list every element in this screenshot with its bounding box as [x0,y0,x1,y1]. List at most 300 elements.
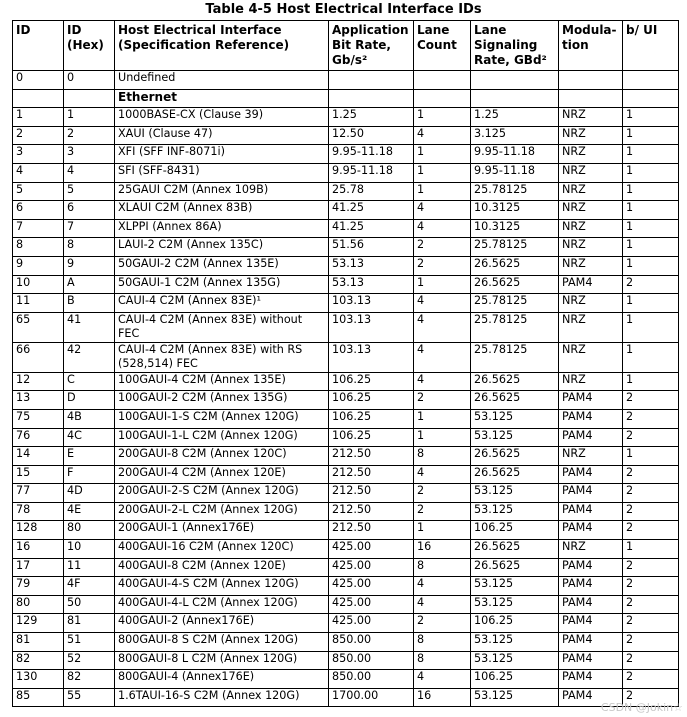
cell-b-ui: 2 [623,275,679,294]
cell-id: 4 [13,163,64,182]
cell-modulation: PAM4 [559,651,623,670]
cell-modulation: PAM4 [559,595,623,614]
cell-lane-count: 2 [414,484,471,503]
cell-interface: XAUI (Clause 47) [115,126,329,145]
cell-signaling-rate: 25.78125 [471,238,559,257]
cell-bit-rate: 106.25 [329,428,414,447]
cell-signaling-rate [471,71,559,90]
header-row [13,21,679,71]
cell-b-ui: 1 [623,447,679,466]
table-row [13,409,679,428]
cell-lane-count: 1 [414,108,471,127]
cell-bit-rate: 51.56 [329,238,414,257]
cell-lane-count: 1 [414,163,471,182]
cell-id: 14 [13,447,64,466]
cell-bit-rate: 41.25 [329,219,414,238]
cell-lane-count: 1 [414,145,471,164]
table-row [13,521,679,540]
cell-id: 75 [13,409,64,428]
table-row [13,294,679,313]
cell-b-ui [623,89,679,108]
cell-modulation [559,71,623,90]
cell-id-hex: 0 [64,71,115,90]
cell-id: 85 [13,688,64,707]
header-signaling-rate: Lane Signaling Rate, GBd² [471,21,559,71]
table-row [13,201,679,220]
cell-b-ui: 1 [623,163,679,182]
cell-signaling-rate: 53.125 [471,633,559,652]
table-row [13,108,679,127]
table-row [13,256,679,275]
cell-id-hex: 3 [64,145,115,164]
cell-id: 7 [13,219,64,238]
cell-bit-rate: 212.50 [329,447,414,466]
table-row [13,312,679,342]
cell-id: 8 [13,238,64,257]
cell-bit-rate: 425.00 [329,558,414,577]
cell-id-hex: B [64,294,115,313]
cell-id: 9 [13,256,64,275]
cell-id-hex: 82 [64,670,115,689]
cell-modulation: PAM4 [559,633,623,652]
cell-interface: 400GAUI-8 C2M (Annex 120E) [115,558,329,577]
cell-b-ui: 1 [623,108,679,127]
cell-modulation: PAM4 [559,614,623,633]
cell-b-ui: 2 [623,521,679,540]
cell-lane-count: 2 [414,256,471,275]
table-row [13,163,679,182]
cell-signaling-rate: 53.125 [471,577,559,596]
cell-b-ui: 2 [623,502,679,521]
cell-interface: CAUI-4 C2M (Annex 83E) with RS (528,514) FEC [115,342,329,372]
cell-bit-rate: 212.50 [329,465,414,484]
cell-lane-count: 4 [414,342,471,372]
cell-interface: Undefined [115,71,329,90]
cell-modulation: NRZ [559,182,623,201]
cell-bit-rate: 53.13 [329,275,414,294]
cell-modulation: PAM4 [559,484,623,503]
cell-bit-rate: 106.25 [329,409,414,428]
cell-modulation: PAM4 [559,391,623,410]
cell-b-ui [623,71,679,90]
cell-interface: 400GAUI-2 (Annex176E) [115,614,329,633]
cell-bit-rate: 103.13 [329,342,414,372]
cell-bit-rate: 850.00 [329,651,414,670]
cell-modulation: PAM4 [559,521,623,540]
header-modulation: Modula-tion [559,21,623,71]
cell-id: 3 [13,145,64,164]
cell-modulation: NRZ [559,447,623,466]
cell-modulation: PAM4 [559,577,623,596]
cell-modulation: PAM4 [559,409,623,428]
cell-bit-rate: 212.50 [329,502,414,521]
cell-signaling-rate: 26.5625 [471,256,559,275]
cell-modulation: NRZ [559,163,623,182]
header-lane-count: Lane Count [414,21,471,71]
cell-id-hex: 4B [64,409,115,428]
cell-signaling-rate: 53.125 [471,595,559,614]
cell-modulation: NRZ [559,256,623,275]
cell-b-ui: 2 [623,465,679,484]
cell-bit-rate: 425.00 [329,595,414,614]
table-body [13,71,679,707]
host-interface-table [12,20,679,707]
table-row [13,577,679,596]
cell-modulation: NRZ [559,372,623,391]
cell-signaling-rate: 53.125 [471,502,559,521]
cell-id-hex: F [64,465,115,484]
cell-id: 65 [13,312,64,342]
cell-interface: XLPPI (Annex 86A) [115,219,329,238]
cell-modulation: NRZ [559,238,623,257]
cell-id-hex: 4 [64,163,115,182]
header-bit-rate: Application Bit Rate, Gb/s² [329,21,414,71]
cell-bit-rate: 9.95-11.18 [329,163,414,182]
cell-id: 80 [13,595,64,614]
cell-lane-count: 2 [414,391,471,410]
cell-signaling-rate: 10.3125 [471,219,559,238]
cell-modulation: NRZ [559,145,623,164]
cell-id [13,89,64,108]
cell-bit-rate: 1.25 [329,108,414,127]
cell-b-ui: 2 [623,614,679,633]
table-row [13,391,679,410]
cell-id-hex: 51 [64,633,115,652]
cell-b-ui: 2 [623,558,679,577]
cell-interface: 1.6TAUI-16-S C2M (Annex 120G) [115,688,329,707]
cell-b-ui: 2 [623,651,679,670]
cell-b-ui: 1 [623,182,679,201]
cell-b-ui: 2 [623,428,679,447]
cell-id-hex: 42 [64,342,115,372]
cell-id-hex: 11 [64,558,115,577]
cell-id-hex: 4E [64,502,115,521]
cell-id-hex: 55 [64,688,115,707]
cell-modulation: NRZ [559,342,623,372]
cell-interface: 800GAUI-4 (Annex176E) [115,670,329,689]
cell-signaling-rate: 26.5625 [471,372,559,391]
cell-signaling-rate: 9.95-11.18 [471,145,559,164]
cell-id: 66 [13,342,64,372]
cell-signaling-rate: 25.78125 [471,312,559,342]
table-row [13,670,679,689]
cell-lane-count: 4 [414,201,471,220]
cell-interface: 200GAUI-1 (Annex176E) [115,521,329,540]
table-row [13,447,679,466]
cell-signaling-rate: 10.3125 [471,201,559,220]
cell-id: 15 [13,465,64,484]
cell-modulation: PAM4 [559,502,623,521]
cell-lane-count: 8 [414,633,471,652]
cell-b-ui: 1 [623,126,679,145]
cell-lane-count: 4 [414,219,471,238]
cell-interface: 100GAUI-1-S C2M (Annex 120G) [115,409,329,428]
header-interface: Host Electrical Interface (Specification Reference) [115,21,329,71]
cell-signaling-rate: 25.78125 [471,342,559,372]
cell-b-ui: 1 [623,201,679,220]
cell-id: 5 [13,182,64,201]
cell-id: 2 [13,126,64,145]
table-row [13,614,679,633]
cell-signaling-rate: 9.95-11.18 [471,163,559,182]
cell-lane-count: 1 [414,409,471,428]
cell-signaling-rate: 26.5625 [471,540,559,559]
cell-signaling-rate: 26.5625 [471,558,559,577]
cell-id-hex: D [64,391,115,410]
cell-id: 128 [13,521,64,540]
cell-b-ui: 1 [623,342,679,372]
cell-id-hex: 10 [64,540,115,559]
cell-id-hex: 9 [64,256,115,275]
cell-id-hex: 80 [64,521,115,540]
cell-lane-count [414,89,471,108]
table-row [13,558,679,577]
cell-bit-rate: 106.25 [329,372,414,391]
cell-lane-count: 8 [414,651,471,670]
cell-bit-rate: 212.50 [329,484,414,503]
section-label: Ethernet [115,89,329,108]
cell-b-ui: 1 [623,294,679,313]
cell-bit-rate: 106.25 [329,391,414,410]
cell-id: 79 [13,577,64,596]
cell-interface: 200GAUI-2-L C2M (Annex 120G) [115,502,329,521]
cell-lane-count: 8 [414,558,471,577]
cell-lane-count [414,71,471,90]
table-row [13,219,679,238]
cell-id-hex: 7 [64,219,115,238]
cell-signaling-rate: 26.5625 [471,465,559,484]
cell-bit-rate: 25.78 [329,182,414,201]
cell-interface: 50GAUI-1 C2M (Annex 135G) [115,275,329,294]
cell-b-ui: 2 [623,391,679,410]
cell-interface: 800GAUI-8 S C2M (Annex 120G) [115,633,329,652]
cell-signaling-rate: 53.125 [471,688,559,707]
cell-interface: CAUI-4 C2M (Annex 83E)¹ [115,294,329,313]
cell-modulation: PAM4 [559,428,623,447]
cell-interface: 800GAUI-8 L C2M (Annex 120G) [115,651,329,670]
cell-signaling-rate: 25.78125 [471,294,559,313]
cell-lane-count: 4 [414,577,471,596]
cell-id-hex: 1 [64,108,115,127]
cell-interface: 100GAUI-4 C2M (Annex 135E) [115,372,329,391]
cell-lane-count: 16 [414,688,471,707]
section-row [13,89,679,108]
cell-signaling-rate [471,89,559,108]
cell-interface: XLAUI C2M (Annex 83B) [115,201,329,220]
cell-id-hex: 6 [64,201,115,220]
cell-lane-count: 4 [414,595,471,614]
cell-signaling-rate: 25.78125 [471,182,559,201]
cell-bit-rate: 103.13 [329,312,414,342]
cell-b-ui: 1 [623,312,679,342]
cell-interface: 400GAUI-4-L C2M (Annex 120G) [115,595,329,614]
cell-bit-rate: 850.00 [329,670,414,689]
cell-interface: XFI (SFF INF-8071i) [115,145,329,164]
cell-modulation: NRZ [559,201,623,220]
table-row [13,465,679,484]
cell-id-hex: 4C [64,428,115,447]
cell-interface: 200GAUI-8 C2M (Annex 120C) [115,447,329,466]
cell-modulation: NRZ [559,219,623,238]
cell-interface: SFI (SFF-8431) [115,163,329,182]
table-row [13,182,679,201]
cell-id: 82 [13,651,64,670]
table-row [13,540,679,559]
cell-interface: 1000BASE-CX (Clause 39) [115,108,329,127]
cell-bit-rate [329,71,414,90]
cell-signaling-rate: 3.125 [471,126,559,145]
cell-modulation: PAM4 [559,688,623,707]
cell-signaling-rate: 26.5625 [471,391,559,410]
cell-lane-count: 1 [414,428,471,447]
cell-modulation [559,89,623,108]
cell-modulation: NRZ [559,126,623,145]
cell-modulation: PAM4 [559,275,623,294]
cell-signaling-rate: 53.125 [471,651,559,670]
header-id: ID [13,21,64,71]
cell-id-hex: 81 [64,614,115,633]
cell-lane-count: 4 [414,294,471,313]
cell-id-hex: 50 [64,595,115,614]
cell-id: 76 [13,428,64,447]
table-row [13,484,679,503]
cell-b-ui: 2 [623,484,679,503]
cell-id-hex [64,89,115,108]
cell-id: 0 [13,71,64,90]
table-row [13,275,679,294]
cell-interface: LAUI-2 C2M (Annex 135C) [115,238,329,257]
cell-lane-count: 16 [414,540,471,559]
cell-lane-count: 4 [414,670,471,689]
cell-b-ui: 1 [623,372,679,391]
cell-id: 129 [13,614,64,633]
cell-id-hex: 2 [64,126,115,145]
cell-interface: 400GAUI-16 C2M (Annex 120C) [115,540,329,559]
cell-lane-count: 4 [414,312,471,342]
cell-id: 81 [13,633,64,652]
cell-bit-rate: 212.50 [329,521,414,540]
cell-interface: 400GAUI-4-S C2M (Annex 120G) [115,577,329,596]
cell-signaling-rate: 26.5625 [471,275,559,294]
cell-b-ui: 2 [623,595,679,614]
cell-signaling-rate: 53.125 [471,484,559,503]
cell-b-ui: 2 [623,670,679,689]
cell-signaling-rate: 106.25 [471,670,559,689]
cell-id-hex: A [64,275,115,294]
table-row [13,372,679,391]
cell-interface: 200GAUI-2-S C2M (Annex 120G) [115,484,329,503]
cell-interface: CAUI-4 C2M (Annex 83E) without FEC [115,312,329,342]
cell-bit-rate: 1700.00 [329,688,414,707]
watermark: CSDN @Jokin☆ [600,701,683,714]
table-row [13,238,679,257]
table-row [13,342,679,372]
cell-b-ui: 2 [623,409,679,428]
cell-id-hex: 41 [64,312,115,342]
cell-id: 1 [13,108,64,127]
table-row [13,145,679,164]
cell-id-hex: 4D [64,484,115,503]
cell-id: 16 [13,540,64,559]
cell-modulation: NRZ [559,540,623,559]
cell-modulation: NRZ [559,312,623,342]
cell-signaling-rate: 106.25 [471,614,559,633]
cell-id: 10 [13,275,64,294]
cell-id-hex: 4F [64,577,115,596]
cell-bit-rate: 9.95-11.18 [329,145,414,164]
header-id-hex: ID (Hex) [64,21,115,71]
cell-lane-count: 2 [414,502,471,521]
cell-id: 6 [13,201,64,220]
cell-b-ui: 2 [623,633,679,652]
cell-interface: 100GAUI-1-L C2M (Annex 120G) [115,428,329,447]
cell-id: 78 [13,502,64,521]
cell-signaling-rate: 53.125 [471,428,559,447]
table-row [13,126,679,145]
cell-b-ui: 2 [623,688,679,707]
cell-bit-rate: 850.00 [329,633,414,652]
cell-modulation: PAM4 [559,558,623,577]
cell-interface: 200GAUI-4 C2M (Annex 120E) [115,465,329,484]
cell-lane-count: 4 [414,126,471,145]
cell-id-hex: 8 [64,238,115,257]
cell-interface: 50GAUI-2 C2M (Annex 135E) [115,256,329,275]
cell-b-ui: 1 [623,540,679,559]
table-row [13,428,679,447]
cell-lane-count: 2 [414,238,471,257]
table-row [13,688,679,707]
cell-bit-rate: 425.00 [329,577,414,596]
cell-id-hex: 52 [64,651,115,670]
table-title: Table 4-5 Host Electrical Interface IDs [205,2,482,17]
table-row [13,502,679,521]
cell-bit-rate: 425.00 [329,540,414,559]
cell-b-ui: 1 [623,256,679,275]
table-row [13,71,679,90]
cell-b-ui: 1 [623,145,679,164]
cell-lane-count: 8 [414,447,471,466]
cell-signaling-rate: 26.5625 [471,447,559,466]
cell-id-hex: E [64,447,115,466]
cell-bit-rate: 41.25 [329,201,414,220]
cell-bit-rate: 103.13 [329,294,414,313]
cell-lane-count: 4 [414,465,471,484]
cell-id-hex: 5 [64,182,115,201]
cell-b-ui: 2 [623,577,679,596]
cell-signaling-rate: 106.25 [471,521,559,540]
cell-bit-rate: 53.13 [329,256,414,275]
cell-signaling-rate: 1.25 [471,108,559,127]
cell-interface: 25GAUI C2M (Annex 109B) [115,182,329,201]
cell-id: 11 [13,294,64,313]
cell-modulation: PAM4 [559,465,623,484]
cell-lane-count: 1 [414,182,471,201]
cell-lane-count: 1 [414,521,471,540]
cell-bit-rate: 12.50 [329,126,414,145]
cell-lane-count: 2 [414,614,471,633]
cell-id-hex: C [64,372,115,391]
cell-lane-count: 4 [414,372,471,391]
cell-id: 12 [13,372,64,391]
cell-lane-count: 1 [414,275,471,294]
cell-b-ui: 1 [623,238,679,257]
cell-modulation: NRZ [559,108,623,127]
table-row [13,595,679,614]
cell-bit-rate [329,89,414,108]
cell-modulation: PAM4 [559,670,623,689]
cell-id: 77 [13,484,64,503]
cell-signaling-rate: 53.125 [471,409,559,428]
